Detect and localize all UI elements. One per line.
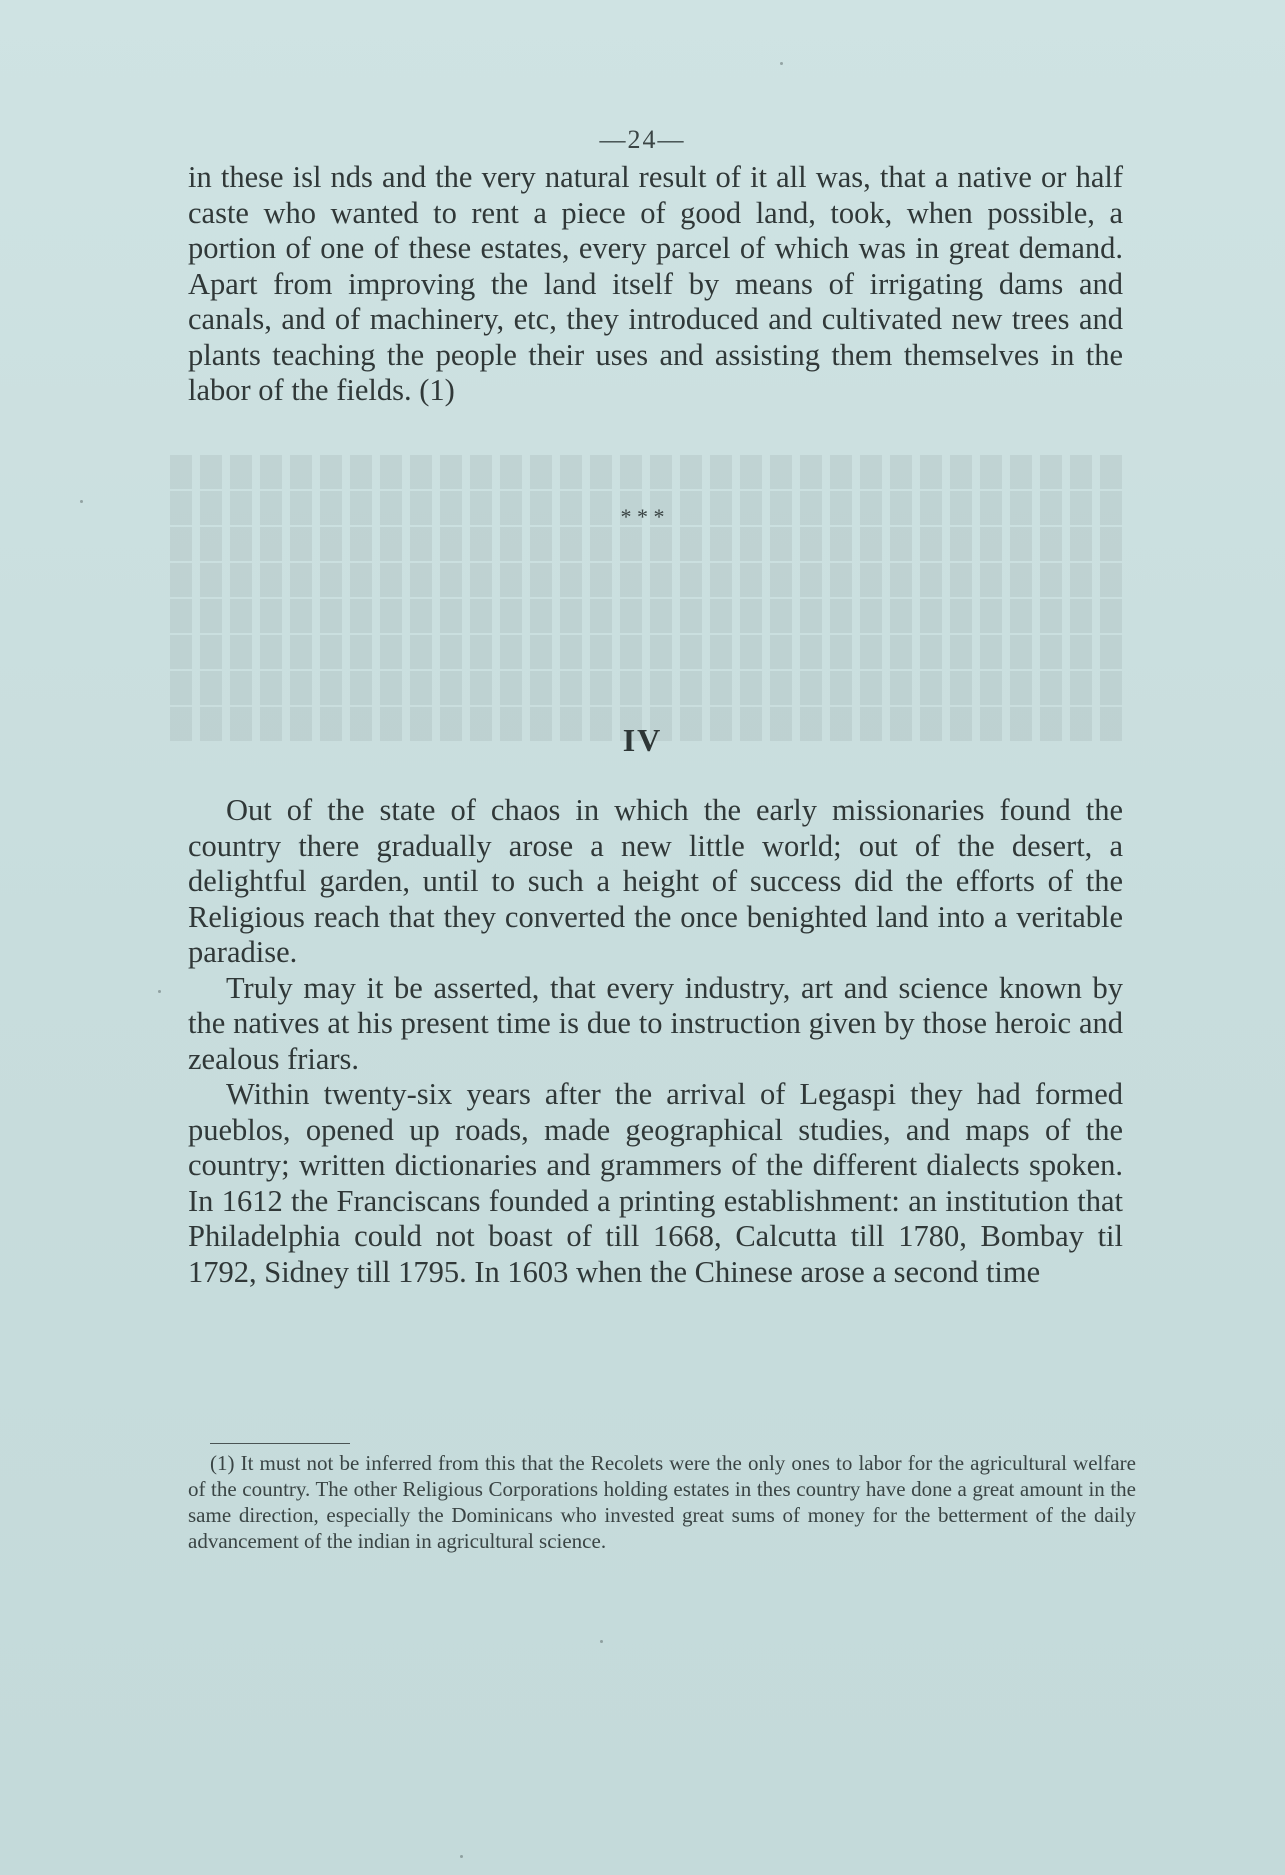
section-body bbox=[188, 793, 1123, 1290]
paragraph-1: in these isl nds and the very natural result of it all was, that a native or half caste who wanted to rent a piece of good land, took, when possible, a portion of one of these estates, every parcel of which was in great demand. Apart from improving the land itself by means of irrigating dams and canals, and of machinery, etc, they introduced and cultivated new trees and plants teaching the people their uses and assisting them themselves in the labor of the fields. (1) bbox=[188, 160, 1123, 407]
paragraph-4: Within twenty-six years after the arrival of Legaspi they had formed pueblos, opened up roads, made geographical studies, and maps of the country; written dictionaries and grammers of the different dialects spoken. In 1612 the Franciscans founded a printing establishment: an institution that Philadelphia could not boast of till 1668, Calcutta till 1780, Bombay til 1792, Sidney till 1795. In 1603 when the Chinese arose a second time bbox=[188, 1077, 1123, 1289]
paragraph-2: Out of the state of chaos in which the early missionaries found the country there gradually arose a new little world; out of the desert, a delightful garden, until to such a height of success did the efforts of the Religious reach that they converted the once benighted land into a veritable paradise. bbox=[188, 793, 1123, 969]
section-heading: IV bbox=[622, 722, 663, 758]
footnote-rule bbox=[210, 1443, 350, 1444]
paper-speck bbox=[80, 500, 83, 503]
footnote bbox=[188, 1450, 1136, 1554]
paper-speck bbox=[780, 62, 783, 65]
bleed-through-text bbox=[170, 455, 1130, 743]
paper-speck bbox=[158, 990, 161, 993]
page-number: —24— bbox=[599, 125, 686, 154]
paragraph-continued bbox=[188, 160, 1123, 409]
paper-speck bbox=[600, 1640, 603, 1643]
paper-speck bbox=[460, 1855, 463, 1858]
asterism-divider: * * * bbox=[620, 504, 665, 529]
footnote-text: (1) It must not be inferred from this that the Recolets were the only ones to labor for the agricultural welfare of the country. The other Religious Corporations holding estates in thes country have done a great amount in the same direction, especially the Dominicans who invested great sums of money for the betterment of the daily advancement of the indian in agricultural science. bbox=[188, 1451, 1136, 1553]
paragraph-3: Truly may it be asserted, that every industry, art and science known by the natives at his present time is due to instruction given by those heroic and zealous friars. bbox=[188, 970, 1123, 1076]
